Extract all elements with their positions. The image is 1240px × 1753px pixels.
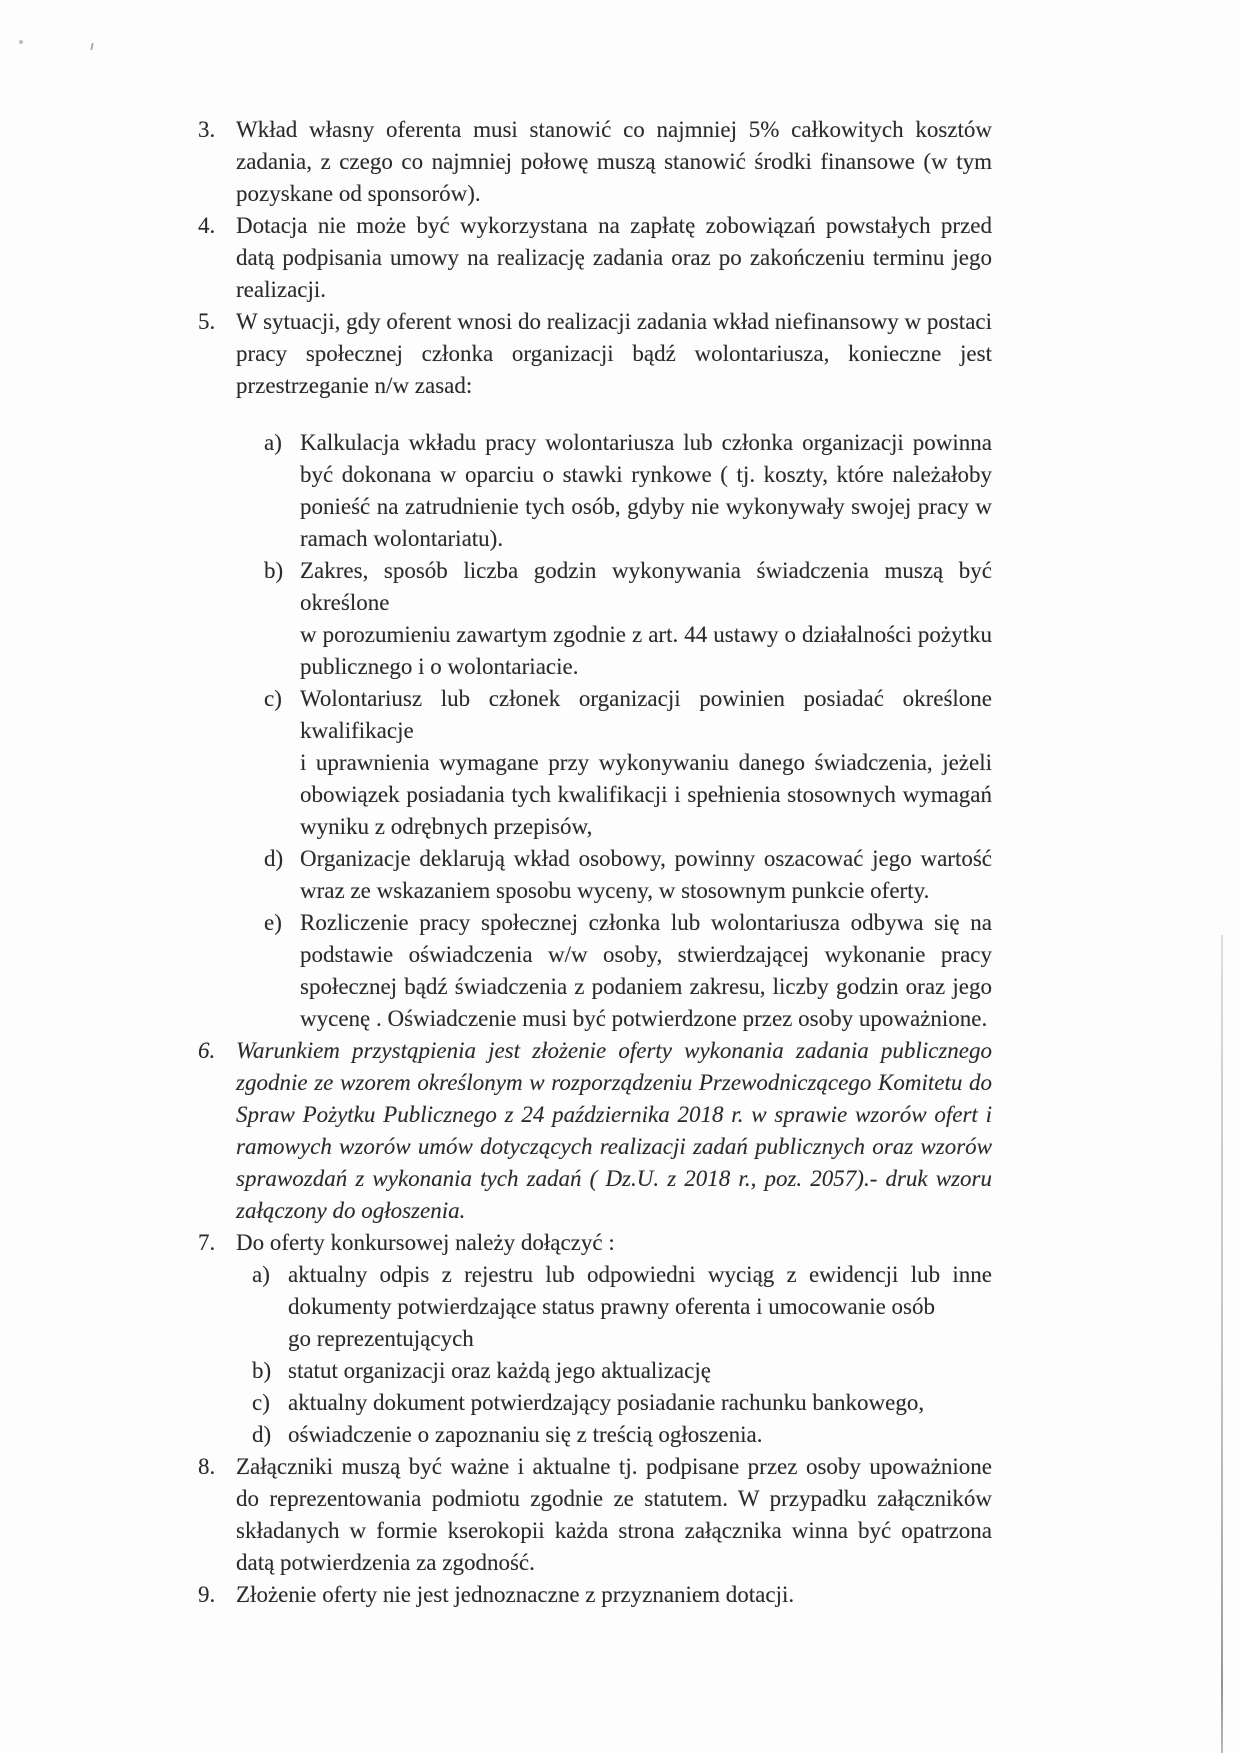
- sub-item-marker: b): [264, 558, 284, 583]
- sub-item-marker: e): [264, 910, 282, 935]
- sub-list-item-c: [252, 1387, 992, 1419]
- text-line: W sytuacji, gdy oferent wnosi do realizacji zadania wkład niefinansowy w postaci pracy społecznej członka organizacji bądź wolontariusza, konieczne jest przestrzeganie n/w zasad:: [236, 309, 992, 398]
- item-text: [236, 1451, 992, 1579]
- sub-item-text: [300, 907, 992, 1035]
- sub-list-item-c: [264, 683, 992, 843]
- item-text: [236, 306, 992, 402]
- sub-list: [264, 427, 992, 1035]
- sub-item-marker: c): [252, 1390, 270, 1415]
- text-line: Załączniki muszą być ważne i aktualne tj. podpisane przez osoby upoważnione do reprezentowania podmiotu zgodnie ze statutem. W przypadku załączników składanych w formie kserokopii każda strona załącznika winna być opatrzona datą potwierdzenia za zgodność.: [236, 1454, 992, 1575]
- item-marker: 9.: [198, 1582, 216, 1607]
- item-marker: 4.: [198, 213, 216, 238]
- text-line: aktualny odpis z rejestru lub odpowiedni wyciąg z ewidencji lub inne dokumenty potwierdzające status prawny oferenta i umocowanie osób: [288, 1262, 992, 1319]
- text-line: go reprezentujących: [288, 1326, 474, 1351]
- list-item-9: [198, 1579, 992, 1611]
- sub-list-item-a: [264, 427, 992, 555]
- sub-item-text: [300, 555, 992, 683]
- sub-item-marker: a): [252, 1262, 270, 1287]
- sub-list-item-b: [252, 1355, 992, 1387]
- sub-item-text: [300, 427, 992, 555]
- text-line: Dotacja nie może być wykorzystana na zapłatę zobowiązań powstałych przed datą podpisania umowy na realizację zadania oraz po zakończeniu terminu jego realizacji.: [236, 213, 992, 302]
- item-marker: 7.: [198, 1230, 216, 1255]
- scan-speck-artifact: [19, 40, 23, 44]
- item-text: [236, 1035, 992, 1227]
- sub-item-marker: b): [252, 1358, 272, 1383]
- item-marker: 6.: [198, 1038, 216, 1063]
- item-marker: 5.: [198, 309, 216, 334]
- sub-item-marker: d): [264, 846, 284, 871]
- item-marker: 3.: [198, 117, 216, 142]
- item-marker: 8.: [198, 1454, 216, 1479]
- text-line: Zakres, sposób liczba godzin wykonywania świadczenia muszą być określone: [300, 558, 992, 615]
- sub-item-text: [288, 1419, 992, 1451]
- list-item-6: [198, 1035, 992, 1227]
- sub-item-text: [288, 1355, 992, 1387]
- text-line: statut organizacji oraz każdą jego aktualizację: [288, 1358, 711, 1383]
- text-line: w porozumieniu zawartym zgodnie z art. 44 ustawy o działalności pożytku publicznego i o wolontariacie.: [300, 622, 992, 679]
- text-line: Wolontariusz lub członek organizacji powinien posiadać określone kwalifikacje: [300, 686, 992, 743]
- scan-speck-artifact: [90, 43, 93, 50]
- sub-list-item-d: [264, 843, 992, 907]
- sub-item-text: [288, 1259, 992, 1355]
- text-line: Wkład własny oferenta musi stanowić co najmniej 5% całkowitych kosztów zadania, z czego co najmniej połowę muszą stanowić środki finansowe (w tym pozyskane od sponsorów).: [236, 117, 992, 206]
- text-line: Kalkulacja wkładu pracy wolontariusza lub członka organizacji powinna być dokonana w oparciu o stawki rynkowe ( tj. koszty, które należałoby ponieść na zatrudnienie tych osób, gdyby nie wykonywały swojej pracy w ramach wolontariatu).: [300, 430, 992, 551]
- text-line: Do oferty konkursowej należy dołączyć :: [236, 1230, 615, 1255]
- item-text: [236, 1227, 992, 1259]
- sub-item-marker: c): [264, 686, 282, 711]
- scan-line-artifact: [1221, 935, 1223, 1753]
- list-item-4: [198, 210, 992, 306]
- sub-item-text: [300, 683, 992, 843]
- sub-list-item-e: [264, 907, 992, 1035]
- sub-list-item-b: [264, 555, 992, 683]
- text-line: i uprawnienia wymagane przy wykonywaniu danego świadczenia, jeżeli obowiązek posiadania tych kwalifikacji i spełnienia stosownych wymagań wyniku z odrębnych przepisów,: [300, 750, 992, 839]
- text-line: Rozliczenie pracy społecznej członka lub wolontariusza odbywa się na podstawie oświadczenia w/w osoby, stwierdzającej wykonanie pracy społecznej bądź świadczenia z podaniem zakresu, liczby godzin oraz jego wycenę . Oświadczenie musi być potwierdzone przez osoby upoważnione.: [300, 910, 992, 1031]
- sub-list-item-a: [252, 1259, 992, 1355]
- text-line: Warunkiem przystąpienia jest złożenie oferty wykonania zadania publicznego zgodnie ze wzorem określonym w rozporządzeniu Przewodniczącego Komitetu do Spraw Pożytku Publicznego z 24 października 2018 r. w sprawie wzorów ofert i ramowych wzorów umów dotyczących realizacji zadań publicznych oraz wzorów sprawozdań z wykonania tych zadań ( Dz.U. z 2018 r., poz. 2057).- druk wzoru załączony do ogłoszenia.: [236, 1038, 992, 1223]
- list-item-8: [198, 1451, 992, 1579]
- text-line: Organizacje deklarują wkład osobowy, powinny oszacować jego wartość wraz ze wskazaniem sposobu wyceny, w stosownym punkcie oferty.: [300, 846, 992, 903]
- list-item-3: [198, 114, 992, 210]
- sub-item-text: [288, 1387, 992, 1419]
- sub-list: [252, 1259, 992, 1451]
- sub-item-text: [300, 843, 992, 907]
- text-line: oświadczenie o zapoznaniu się z treścią ogłoszenia.: [288, 1422, 763, 1447]
- text-line: aktualny dokument potwierdzający posiadanie rachunku bankowego,: [288, 1390, 925, 1415]
- item-text: [236, 210, 992, 306]
- item-text: [236, 1579, 992, 1611]
- document-body: [198, 114, 992, 1611]
- text-line: Złożenie oferty nie jest jednoznaczne z przyznaniem dotacji.: [236, 1582, 795, 1607]
- sub-list-item-d: [252, 1419, 992, 1451]
- sub-item-marker: a): [264, 430, 282, 455]
- list-item-7: [198, 1227, 992, 1259]
- sub-item-marker: d): [252, 1422, 272, 1447]
- list-item-5: [198, 306, 992, 402]
- item-text: [236, 114, 992, 210]
